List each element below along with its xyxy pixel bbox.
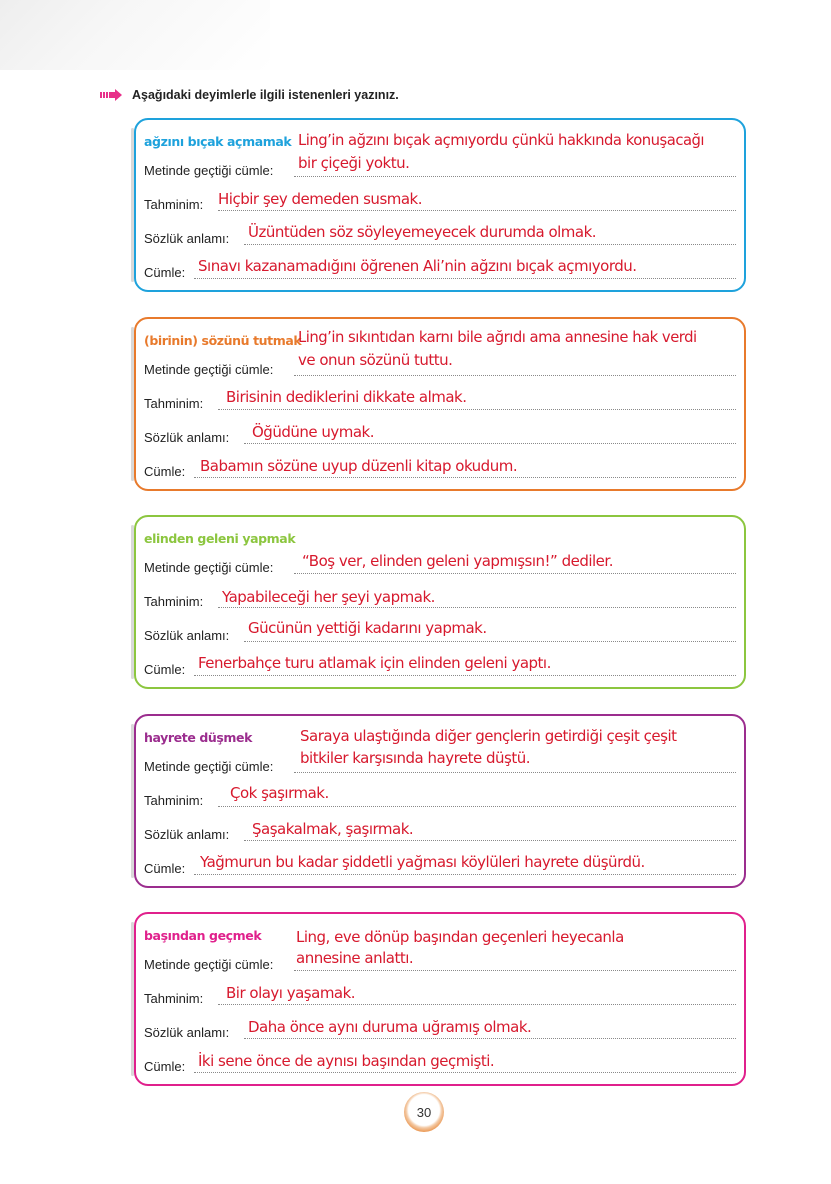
idiom-card-5 [134, 912, 746, 1086]
idiom-card-1 [134, 118, 746, 292]
handwritten-dictionary: Şaşakalmak, şaşırmak. [252, 820, 414, 838]
answer-line [194, 675, 736, 676]
answer-line [218, 210, 736, 211]
idiom-card-2 [134, 317, 746, 491]
label-guess: Tahminim: [144, 793, 204, 808]
handwritten-sentence: İki sene önce de aynısı başından geçmişti. [198, 1052, 495, 1070]
arrow-right-icon [100, 88, 124, 102]
handwritten-text-sentence-line1: Saraya ulaştığında diğer gençlerin getirdiği çeşit çeşit [300, 727, 677, 745]
label-guess: Tahminim: [144, 991, 204, 1006]
page-number-badge [404, 1092, 444, 1132]
row-dictionary [144, 818, 736, 844]
idiom-title: elinden geleni yapmak [144, 531, 296, 546]
handwritten-guess: Çok şaşırmak. [230, 784, 329, 802]
answer-line [194, 874, 736, 875]
handwritten-dictionary: Öğüdüne uymak. [252, 423, 375, 441]
answer-line [194, 1072, 736, 1073]
handwritten-guess: Bir olayı yaşamak. [226, 984, 356, 1002]
handwritten-guess: Hiçbir şey demeden susmak. [218, 190, 423, 208]
answer-line [194, 278, 736, 279]
answer-line [244, 1038, 736, 1039]
answer-line [218, 409, 736, 410]
handwritten-guess: Yapabileceği her şeyi yapmak. [222, 588, 435, 606]
handwritten-text-sentence-line1: Ling, eve dönüp başından geçenleri heyecanla [296, 928, 624, 946]
handwritten-sentence: Babamın sözüne uyup düzenli kitap okudum. [200, 457, 518, 475]
answer-line [218, 607, 736, 608]
instruction [100, 88, 399, 102]
idiom-title: ağzını bıçak açmamak [144, 134, 292, 149]
label-sentence-in-text: Metinde geçtiği cümle: [144, 560, 274, 575]
idiom-title: (birinin) sözünü tutmak [144, 333, 302, 348]
answer-line [294, 772, 736, 773]
label-sentence-in-text: Metinde geçtiği cümle: [144, 759, 274, 774]
label-guess: Tahminim: [144, 594, 204, 609]
instruction-text: Aşağıdaki deyimlerle ilgili istenenleri yazınız. [132, 88, 399, 102]
answer-line [244, 641, 736, 642]
handwritten-text-sentence-line1: “Boş ver, elinden geleni yapmışsın!” dediler. [302, 552, 613, 570]
answer-line [244, 840, 736, 841]
handwritten-text-sentence-line1: Ling’in ağzını bıçak açmıyordu çünkü hakkında konuşacağı [298, 132, 705, 149]
idiom-card-3 [134, 515, 746, 689]
label-dictionary: Sözlük anlamı: [144, 827, 230, 842]
idiom-card-4 [134, 714, 746, 888]
handwritten-dictionary: Daha önce aynı duruma uğramış olmak. [248, 1018, 532, 1036]
handwritten-sentence: Yağmurun bu kadar şiddetli yağması köylüleri hayrete düşürdü. [200, 853, 645, 871]
row-sentence-in-text [144, 154, 736, 180]
idiom-title: hayrete düşmek [144, 730, 253, 745]
handwritten-sentence: Fenerbahçe turu atlamak için elinden geleni yaptı. [198, 654, 551, 672]
label-sentence: Cümle: [144, 861, 186, 876]
label-sentence: Cümle: [144, 662, 186, 677]
handwritten-guess: Birisinin dediklerini dikkate almak. [226, 388, 467, 406]
label-dictionary: Sözlük anlamı: [144, 430, 230, 445]
label-sentence: Cümle: [144, 464, 186, 479]
handwritten-text-sentence-line2: annesine anlattı. [296, 949, 414, 967]
row-sentence-in-text [144, 948, 736, 974]
label-sentence-in-text: Metinde geçtiği cümle: [144, 957, 274, 972]
label-sentence-in-text: Metinde geçtiği cümle: [144, 362, 274, 377]
handwritten-text-sentence-line2: bitkiler karşısında hayrete düştü. [300, 749, 531, 767]
page-number: 30 [416, 1104, 432, 1120]
answer-line [194, 477, 736, 478]
answer-line [218, 806, 736, 807]
label-sentence-in-text: Metinde geçtiği cümle: [144, 163, 274, 178]
label-dictionary: Sözlük anlamı: [144, 1025, 230, 1040]
handwritten-dictionary: Gücünün yettiği kadarını yapmak. [248, 619, 487, 637]
answer-line [294, 176, 736, 177]
idiom-title: başından geçmek [144, 928, 262, 943]
label-guess: Tahminim: [144, 396, 204, 411]
handwritten-text-sentence-line2: ve onun sözünü tuttu. [298, 351, 453, 369]
label-dictionary: Sözlük anlamı: [144, 628, 230, 643]
answer-line [218, 1004, 736, 1005]
page-corner-shading [0, 0, 270, 70]
row-dictionary [144, 421, 736, 447]
label-dictionary: Sözlük anlamı: [144, 231, 230, 246]
handwritten-text-sentence-line1: Ling’in sıkıntıdan karnı bile ağrıdı ama annesine hak verdi [298, 329, 697, 346]
label-guess: Tahminim: [144, 197, 204, 212]
label-sentence: Cümle: [144, 265, 186, 280]
answer-line [294, 970, 736, 971]
handwritten-dictionary: Üzüntüden söz söyleyemeyecek durumda olmak. [248, 223, 597, 241]
answer-line [244, 443, 736, 444]
answer-line [294, 573, 736, 574]
handwritten-sentence: Sınavı kazanamadığını öğrenen Ali’nin ağzını bıçak açmıyordu. [198, 257, 637, 275]
answer-line [294, 375, 736, 376]
label-sentence: Cümle: [144, 1059, 186, 1074]
handwritten-text-sentence-line2: bir çiçeği yoktu. [298, 154, 410, 172]
answer-line [244, 244, 736, 245]
